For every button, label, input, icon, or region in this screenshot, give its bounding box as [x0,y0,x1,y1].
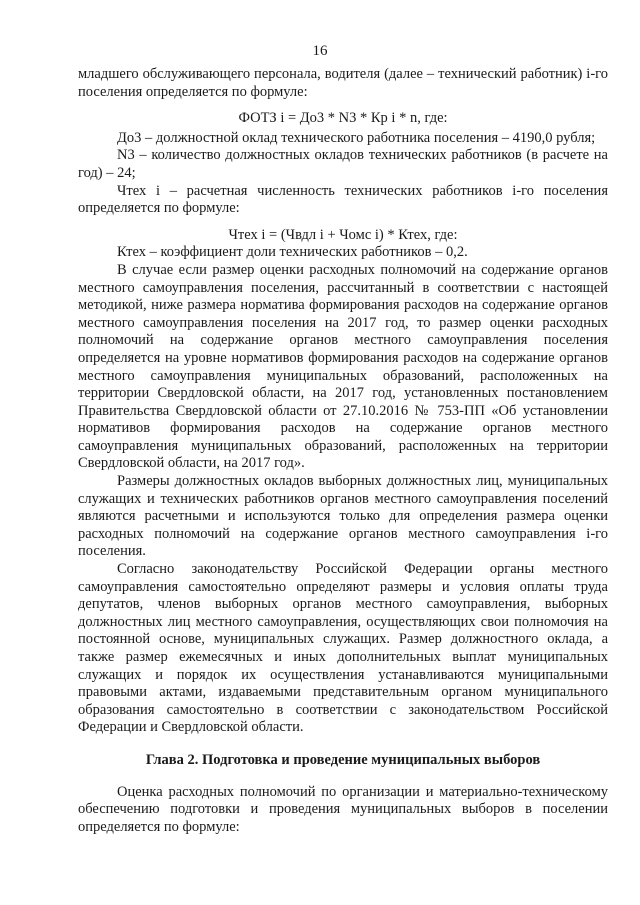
definition-chtex: Чтех i – расчетная численность технических работников i-го поселения определяется по формуле: [78,182,608,217]
paragraph-elections: Оценка расходных полномочий по организации и материально-техническому обеспечению подготовки и проведения муниципальных выборов в поселении определяется по формуле: [78,783,608,835]
paragraph-salaries: Размеры должностных окладов выборных должностных лиц, муниципальных служащих и технических работников органов местного самоуправления поселений являются расчетными и используются только для определения размера оценки расходных полномочий на содержание органов местного самоуправления i-го поселения. [78,473,608,560]
formula-chtex: Чтех i = (Чвдл i + Чомс i) * Ктех, где: [228,226,458,243]
page-number: 16 [312,43,328,59]
definition-ktex: Ктех – коэффициент доли технических работников – 0,2. [117,244,468,261]
formula-fot: ФОТЗ i = До3 * N3 * Кр i * n, где: [238,110,448,127]
intro-paragraph: младшего обслуживающего персонала, водителя (далее – технический работник) i-го поселения определяется по формуле: [78,66,608,100]
paragraph-normative: В случае если размер оценки расходных полномочий на содержание органов местного самоуправления поселения, рассчитанный в соответствии с настоящей методикой, ниже размера норматива формирования расходов на содержание органов местного самоуправления поселения на 2017 год, то размер оценки расходных полномочий на содержание органов местного самоуправления поселения определяется на уровне нормативов формирования расходов на содержание органов местного самоуправления муниципальных образований, расположенных на территории Свердловской области, на 2017 год, установленных постановлением Правительства Свердловской области от 27.10.2016 № 753-ПП «Об установлении нормативов формирования расходов на содержание органов местного самоуправления муниципальных образований, расположенных на территории Свердловской области, на 2017 год». [78,261,608,472]
chapter-heading: Глава 2. Подготовка и проведение муниципальных выборов [145,751,541,768]
page-content [78,66,608,836]
paragraph-legislation: Согласно законодательству Российской Федерации органы местного самоуправления самостоятельно определяют размеры и условия оплаты труда депутатов, членов выборных органов местного самоуправления, выборных должностных лиц местного самоуправления, осуществляющих свои полномочия на постоянной основе, муниципальных служащих. Размер должностного оклада, а также размер ежемесячных и иных дополнительных выплат муниципальных служащих и порядок их осуществления устанавливаются муниципальными правовыми актами, издаваемыми представительным органом муниципального образования самостоятельно в соответствии с законодательством Российской Федерации и Свердловской области. [78,561,608,736]
definition-n3: N3 – количество должностных окладов технических работников (в расчете на год) – 24; [78,147,608,181]
definition-do3: До3 – должностной оклад технического работника поселения – 4190,0 рубля; [117,129,596,146]
